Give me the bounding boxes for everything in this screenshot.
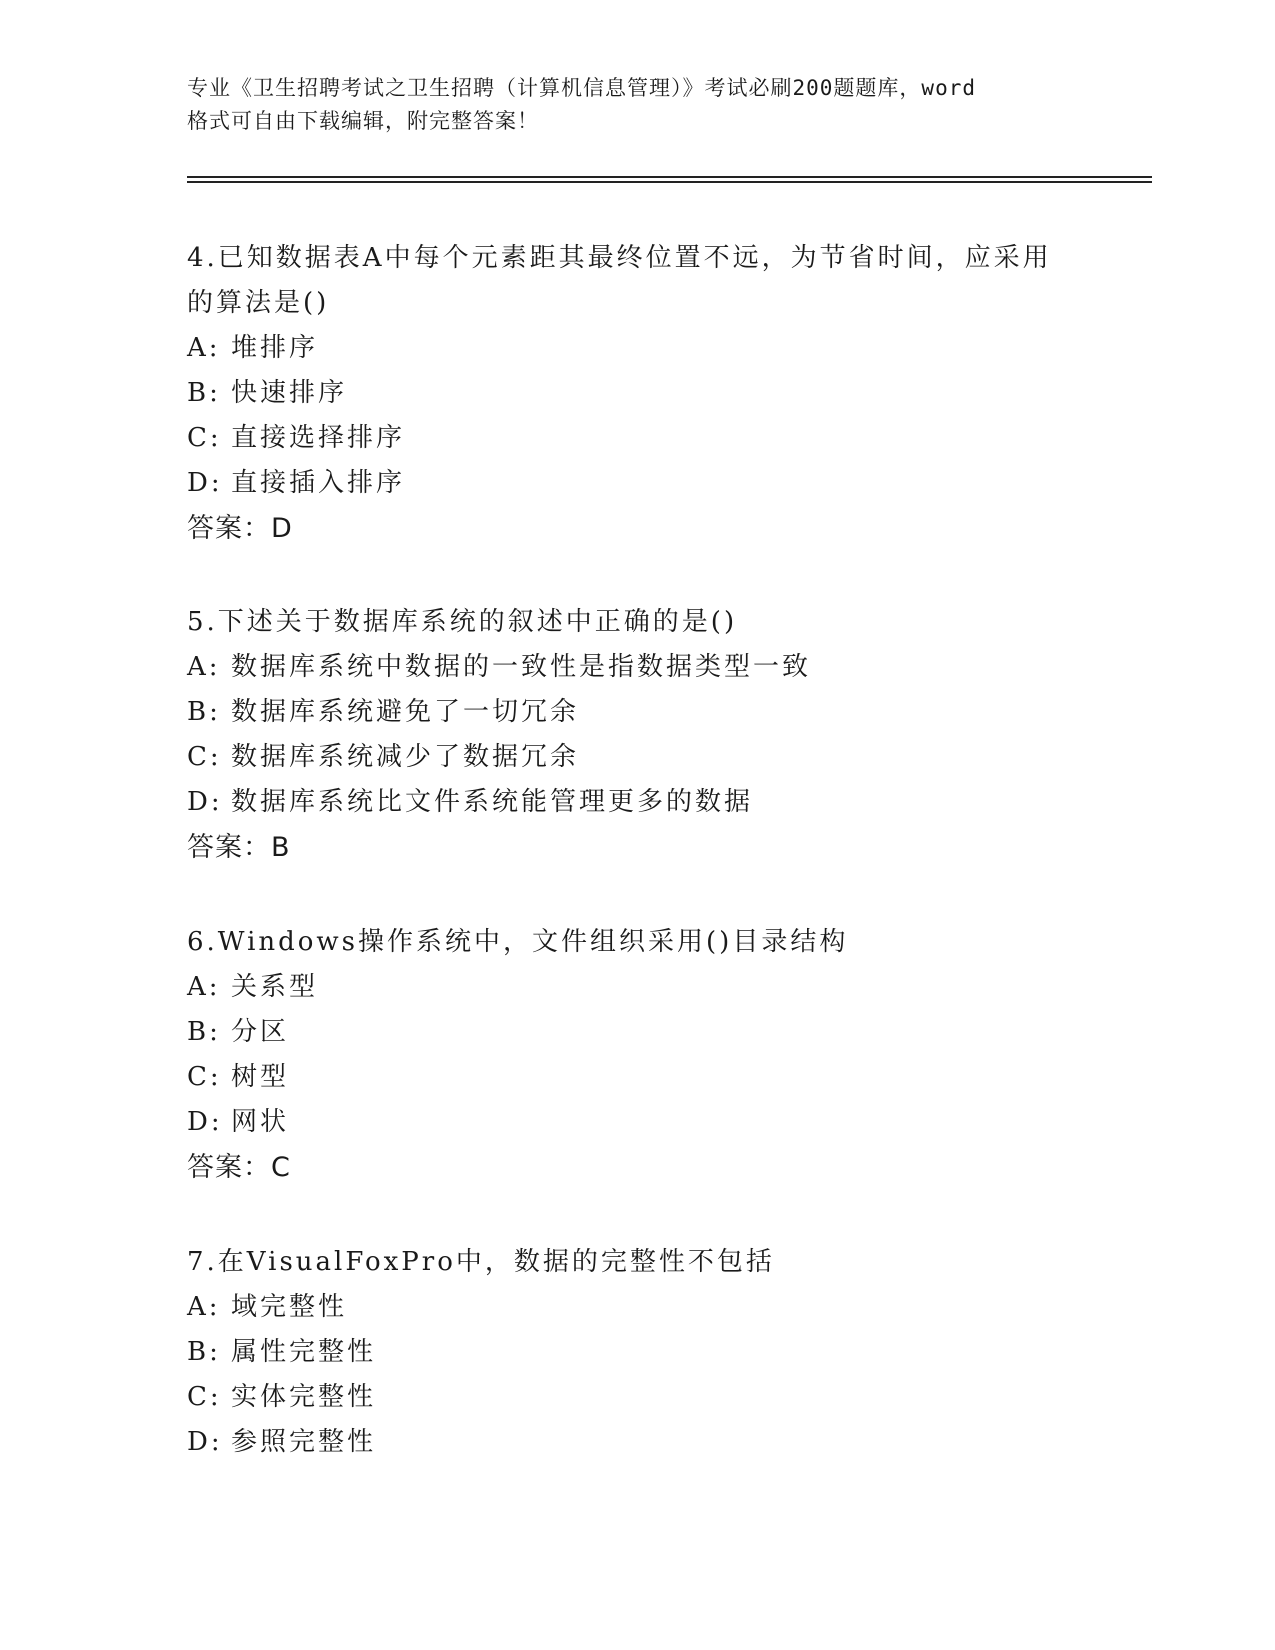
option-d — [187, 1420, 1087, 1465]
option-b — [187, 1330, 1087, 1375]
header-divider-bottom — [187, 181, 1152, 183]
option-text: 实体完整性 — [231, 1382, 377, 1412]
option-text: 快速排序 — [231, 378, 348, 408]
option-letter: C: — [187, 742, 222, 772]
header-divider-top — [187, 176, 1152, 178]
option-letter: A: — [187, 652, 221, 682]
question-7 — [187, 1240, 1087, 1465]
option-d — [187, 780, 1087, 825]
option-letter: B: — [187, 1337, 221, 1367]
option-letter: B: — [187, 1017, 221, 1047]
option-letter: C: — [187, 423, 222, 453]
question-6 — [187, 920, 1087, 1190]
option-c — [187, 1375, 1087, 1420]
option-text: 堆排序 — [231, 333, 319, 363]
option-c — [187, 735, 1087, 780]
option-text: 数据库系统中数据的一致性是指数据类型一致 — [231, 652, 812, 682]
option-letter: A: — [187, 1292, 221, 1322]
option-d — [187, 461, 1087, 506]
option-b — [187, 1010, 1087, 1055]
option-text: 直接插入排序 — [231, 468, 406, 498]
option-text: 分区 — [231, 1017, 290, 1047]
option-text: 数据库系统避免了一切冗余 — [231, 697, 580, 727]
option-text: 参照完整性 — [231, 1427, 377, 1457]
option-letter: D: — [187, 1427, 223, 1457]
question-text: 5.下述关于数据库系统的叙述中正确的是() — [187, 607, 738, 637]
option-b — [187, 690, 1087, 735]
question-text: 6.Windows操作系统中，文件组织采用()目录结构 — [187, 927, 849, 957]
option-b — [187, 371, 1087, 416]
option-letter: B: — [187, 378, 221, 408]
option-a — [187, 965, 1087, 1010]
option-letter: A: — [187, 333, 221, 363]
answer-line: 答案：C — [187, 1152, 291, 1183]
option-text: 域完整性 — [231, 1292, 348, 1322]
option-d — [187, 1100, 1087, 1145]
answer-line: 答案：B — [187, 832, 291, 863]
answer-line: 答案：D — [187, 513, 293, 544]
document-header — [187, 72, 1087, 138]
option-a — [187, 326, 1087, 371]
option-letter: D: — [187, 787, 223, 817]
option-text: 直接选择排序 — [231, 423, 406, 453]
option-text: 属性完整性 — [231, 1337, 377, 1367]
option-letter: C: — [187, 1382, 222, 1412]
option-text: 关系型 — [231, 972, 319, 1002]
option-text: 树型 — [231, 1062, 290, 1092]
question-text-continued: 的算法是() — [187, 288, 330, 318]
option-a — [187, 1285, 1087, 1330]
header-line-1: 专业《卫生招聘考试之卫生招聘（计算机信息管理）》考试必刷200题题库，word — [187, 76, 976, 100]
option-letter: D: — [187, 468, 223, 498]
option-letter: A: — [187, 972, 221, 1002]
question-text: 4.已知数据表A中每个元素距其最终位置不远，为节省时间，应采用 — [187, 243, 1052, 273]
option-text: 网状 — [231, 1107, 290, 1137]
header-line-2: 格式可自由下载编辑，附完整答案！ — [187, 109, 539, 133]
question-text: 7.在VisualFoxPro中，数据的完整性不包括 — [187, 1247, 775, 1277]
option-letter: D: — [187, 1107, 223, 1137]
option-c — [187, 1055, 1087, 1100]
question-4 — [187, 236, 1087, 551]
question-5 — [187, 600, 1087, 870]
option-c — [187, 416, 1087, 461]
option-letter: C: — [187, 1062, 222, 1092]
option-letter: B: — [187, 697, 221, 727]
option-text: 数据库系统比文件系统能管理更多的数据 — [231, 787, 754, 817]
option-text: 数据库系统减少了数据冗余 — [231, 742, 580, 772]
option-a — [187, 645, 1087, 690]
